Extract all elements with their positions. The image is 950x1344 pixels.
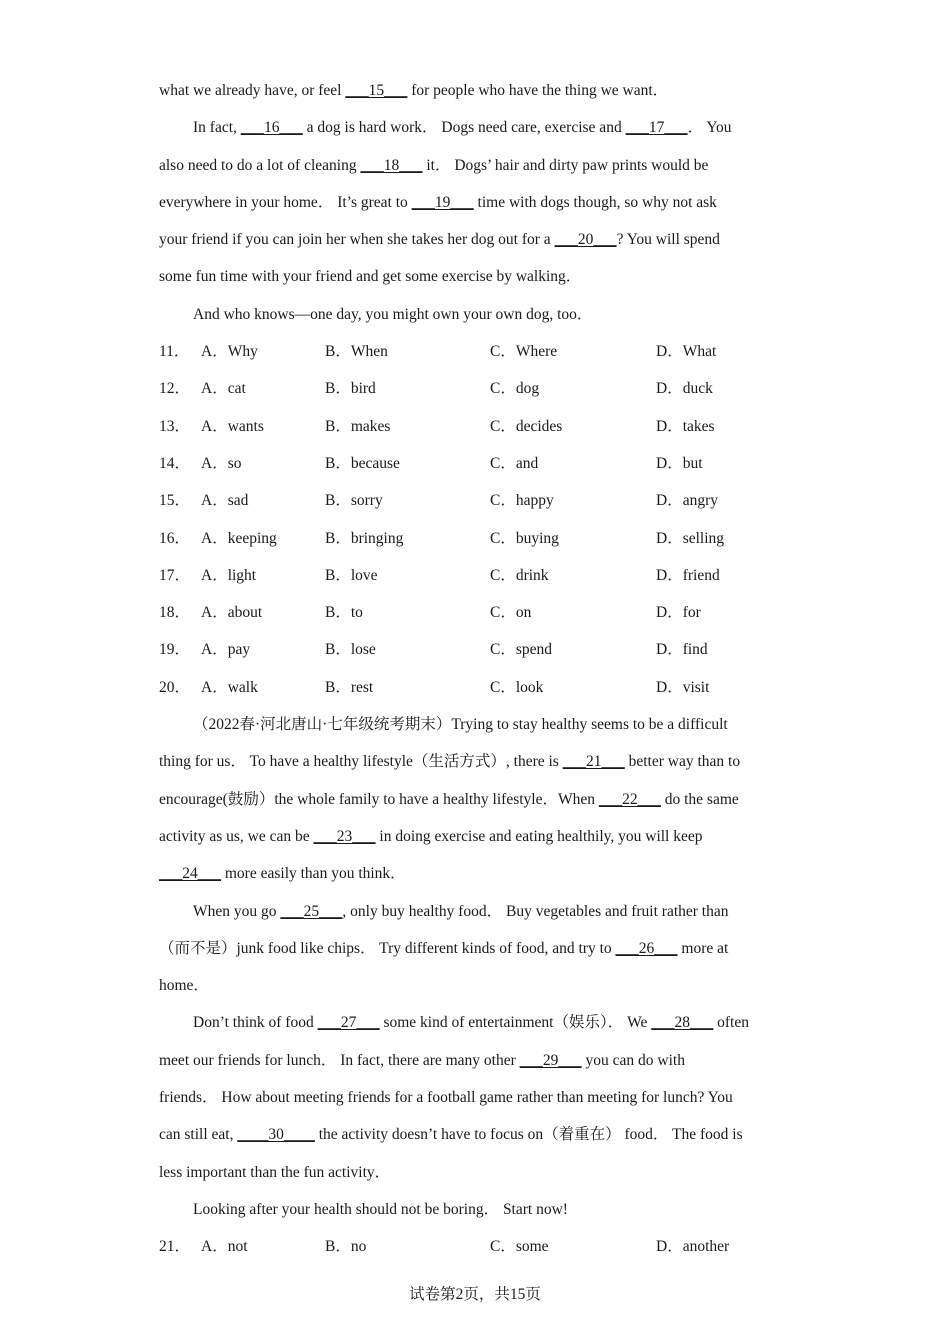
question-row [159,408,795,445]
option-d: D．find [656,641,708,659]
option-a: A．light [201,566,257,584]
option-a: A．sad [201,492,249,510]
option-b: B．rest [325,678,374,696]
question-number: 20． [159,678,191,696]
question-row [159,333,795,370]
passage-line: When you go ___25___, only buy healthy food． Buy vegetables and fruit rather than [193,902,729,920]
option-a: A．wants [201,417,264,435]
option-d: D．selling [656,529,725,547]
blank-16: ___16___ [240,119,303,137]
option-d: D．takes [656,417,715,435]
option-c: C．spend [490,641,553,659]
question-number: 19． [159,641,191,659]
question-row [159,520,795,557]
option-a: A．keeping [201,529,277,547]
blank-18: ___18___ [360,156,423,174]
blank-19: ___19___ [411,193,474,211]
blank-15: ___15___ [345,82,408,99]
question-number: 11． [159,343,190,361]
question-row [159,631,795,668]
blank-20: ___20___ [554,231,617,249]
option-d: D．another [656,1238,730,1256]
blank-24: ___24___ [159,865,221,883]
passage-line: your friend if you can join her when she takes her dog out for a ___20___? You will spend [159,231,720,249]
passage-line: less important than the fun activity． [159,1163,391,1181]
option-c: C．Where [490,343,558,361]
blank-29: ___29___ [519,1051,582,1069]
option-c: C．drink [490,566,549,584]
passage-line: Looking after your health should not be boring． Start now! [193,1200,568,1218]
blank-25: ___25___ [280,902,343,920]
exam-page [159,72,795,1266]
question-row [159,1228,795,1265]
passage-line: can still eat, ____30____ the activity doesn’t have to focus on（着重在） food． The food is [159,1126,743,1144]
passage-line: （2022春·河北唐山·七年级统考期末）Trying to stay healthy seems to be a difficult [193,716,728,734]
option-d: D．but [656,454,703,472]
option-c: C．on [490,604,532,622]
option-c: C．buying [490,529,559,547]
option-c: C．look [490,678,544,696]
question-number: 21． [159,1238,191,1256]
passage-line: what we already have, or feel ___15___ for people who have the thing we want． [159,82,669,99]
blank-23: ___23___ [313,827,376,845]
option-d: D．for [656,604,701,622]
passage-line: friends． How about meeting friends for a football game rather than meeting for lunch? You [159,1089,733,1107]
option-c: C．some [490,1238,549,1256]
question-row [159,445,795,482]
question-row [159,482,795,519]
passage-line: also need to do a lot of cleaning ___18___ it． Dogs’ hair and dirty paw prints would be [159,156,709,174]
option-b: B．makes [325,417,391,435]
option-c: C．dog [490,380,540,398]
option-b: B．no [325,1238,367,1256]
passage-line: encourage(鼓励）the whole family to have a healthy lifestyle．When ___22___ do the same [159,790,739,808]
blank-27: ___27___ [317,1014,380,1032]
option-c: C．decides [490,417,563,435]
passage-line: In fact, ___16___ a dog is hard work． Dogs need care, exercise and ___17___． You [193,119,732,137]
option-b: B．bringing [325,529,404,547]
option-d: D．friend [656,566,720,584]
option-a: A．not [201,1238,248,1256]
option-b: B．love [325,566,378,584]
option-b: B．to [325,604,363,622]
passage-line: some fun time with your friend and get some exercise by walking． [159,268,582,286]
page-footer: 试卷第2页，共15页 [409,1286,541,1303]
option-d: D．visit [656,678,710,696]
option-d: D．What [656,343,717,361]
option-b: B．When [325,343,388,361]
option-b: B．sorry [325,492,383,510]
question-number: 15． [159,492,191,510]
passage-line: everywhere in your home． It’s great to ___19___ time with dogs though, so why not ask [159,193,717,211]
option-b: B．because [325,454,400,472]
blank-21: ___21___ [562,753,625,771]
option-c: C．and [490,454,539,472]
option-a: A．so [201,454,242,472]
question-row [159,669,795,706]
option-d: D．duck [656,380,713,398]
question-number: 16． [159,529,191,547]
blank-26: ___26___ [615,939,678,957]
blank-28: ___28___ [651,1014,714,1032]
question-number: 14． [159,454,191,472]
question-row [159,594,795,631]
option-d: D．angry [656,492,718,510]
option-a: A．about [201,604,263,622]
question-number: 12． [159,380,191,398]
option-a: A．walk [201,678,258,696]
question-list-21 [159,1228,795,1265]
question-row [159,557,795,594]
blank-30: ____30____ [237,1126,315,1144]
option-b: B．bird [325,380,376,398]
question-list-11-20 [159,333,795,706]
question-number: 17． [159,566,191,584]
question-number: 13． [159,417,191,435]
option-b: B．lose [325,641,376,659]
question-row [159,370,795,407]
passage-line: home． [159,977,209,995]
question-number: 18． [159,604,191,622]
option-c: C．happy [490,492,554,510]
passage-line: And who knows—one day, you might own your own dog, too． [193,305,593,323]
passage-line: Don’t think of food ___27___ some kind of entertainment（娱乐）． We ___28___ often [193,1014,749,1032]
blank-17: ___17___ [625,119,688,137]
passage-line: meet our friends for lunch． In fact, there are many other ___29___ you can do with [159,1051,685,1069]
passage-line: thing for us． To have a healthy lifestyle（生活方式）, there is ___21___ better way than to [159,753,741,771]
passage-line: ___24___ more easily than you think． [159,865,406,883]
passage-line: （而不是）junk food like chips． Try different kinds of food, and try to ___26___ more at [159,939,729,957]
passage-line: activity as us, we can be ___23___ in doing exercise and eating healthily, you will keep [159,827,703,845]
option-a: A．cat [201,380,246,398]
option-a: A．Why [201,343,258,361]
blank-22: ___22___ [598,790,661,808]
option-a: A．pay [201,641,251,659]
